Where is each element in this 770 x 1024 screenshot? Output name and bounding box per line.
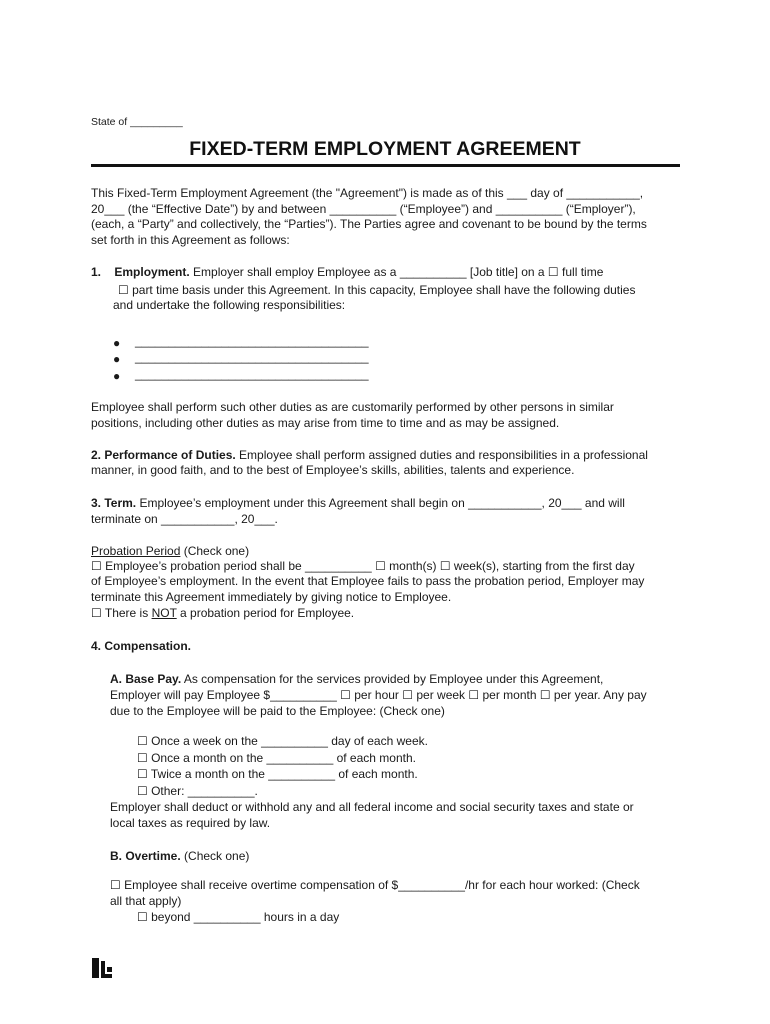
overtime: [110, 848, 710, 865]
pay-schedule-option: ☐ Other: __________.: [137, 784, 258, 798]
section-heading: 4. Compensation.: [91, 639, 192, 653]
probation-option-line: of Employee’s employment. In the event that Employee fails to pass the probation period, Employer may: [91, 574, 645, 588]
section-employment: [91, 264, 691, 281]
not-emphasis: NOT: [151, 606, 177, 620]
section-text: Employee shall perform assigned duties and responsibilities in a professional: [235, 448, 648, 462]
section-text: Employer shall employ Employee as a __________ [Job title] on a ☐ full time: [189, 265, 604, 279]
probation-none-option: [91, 605, 691, 622]
pay-schedule-option: ☐ Once a month on the __________ of each month.: [137, 751, 416, 765]
base-pay: [110, 671, 710, 688]
paragraph-line: local taxes as required by law.: [110, 816, 271, 830]
probation-title: Probation Period: [91, 544, 181, 558]
intro-line: set forth in this Agreement as follows:: [91, 233, 290, 247]
intro-line: This Fixed-Term Employment Agreement (the "Agreement") is made as of this ___ day of ___________,: [91, 186, 644, 200]
section-text: Employer will pay Employee $__________ ☐ per hour ☐ per week ☐ per month ☐ per year. Any pay: [110, 688, 647, 702]
overtime-option-line: ☐ beyond __________ hours in a day: [137, 910, 340, 924]
checkbox-text: ☐ There is: [91, 606, 152, 620]
bullet-icon: ●: [113, 369, 121, 383]
pay-schedule-option: ☐ Once a week on the __________ day of each week.: [137, 734, 428, 748]
overtime-option-line: all that apply): [110, 894, 182, 908]
state-line: State of _________: [91, 116, 183, 128]
section-heading: Employment.: [114, 265, 190, 279]
probation-option-line: terminate this Agreement immediately by giving notice to Employee.: [91, 590, 452, 604]
duty-blank-line: ___________________________________: [135, 334, 369, 348]
title-divider: [91, 164, 680, 167]
section-text: and undertake the following responsibilities:: [113, 298, 346, 312]
paragraph-line: Employer shall deduct or withhold any and all federal income and social security taxes and state or: [110, 800, 634, 814]
section-text: Employee’s employment under this Agreement shall begin on ___________, 20___ and will: [136, 496, 625, 510]
subsection-heading: B. Overtime.: [110, 849, 181, 863]
section-heading: 3. Term.: [91, 496, 137, 510]
intro-line: 20___ (the “Effective Date”) by and between __________ (“Employee”) and __________ (“Employer”),: [91, 202, 636, 216]
section-term: [91, 495, 691, 512]
section-text: terminate on ___________, 20___.: [91, 512, 278, 526]
probation-note: (Check one): [180, 544, 250, 558]
section-number: 1.: [91, 265, 102, 279]
overtime-note: (Check one): [180, 849, 250, 863]
bullet-icon: ●: [113, 352, 121, 366]
section-text: due to the Employee will be paid to the Employee: (Check one): [110, 704, 445, 718]
subsection-heading: A. Base Pay.: [110, 672, 182, 686]
bullet-icon: ●: [113, 336, 121, 350]
paragraph-line: Employee shall perform such other duties as are customarily performed by other persons in similar: [91, 400, 614, 414]
brand-logo-icon: [92, 958, 112, 978]
duty-blank-line: ___________________________________: [135, 350, 369, 364]
pay-schedule-option: ☐ Twice a month on the __________ of each month.: [137, 767, 418, 781]
section-heading: 2. Performance of Duties.: [91, 448, 236, 462]
paragraph-line: positions, including other duties as may arise from time to time and as may be assigned.: [91, 416, 560, 430]
section-compensation: [91, 638, 691, 655]
probation-option-line: ☐ Employee’s probation period shall be __________ ☐ month(s) ☐ week(s), starting from the first day: [91, 559, 635, 573]
page-title: FIXED-TERM EMPLOYMENT AGREEMENT: [189, 138, 581, 160]
duty-blank-line: ___________________________________: [135, 367, 369, 381]
overtime-option-line: ☐ Employee shall receive overtime compensation of $__________/hr for each hour worked: (Check: [110, 878, 640, 892]
section-text: manner, in good faith, and to the best of Employee’s skills, abilities, talents and experience.: [91, 463, 575, 477]
checkbox-text: a probation period for Employee.: [176, 606, 355, 620]
section-text: As compensation for the services provided by Employee under this Agreement,: [181, 672, 604, 686]
intro-line: (each, a “Party” and collectively, the “Parties”). The Parties agree and covenant to be bound by the terms: [91, 217, 647, 231]
section-text: ☐ part time basis under this Agreement. In this capacity, Employee shall have the following duties: [118, 283, 636, 297]
